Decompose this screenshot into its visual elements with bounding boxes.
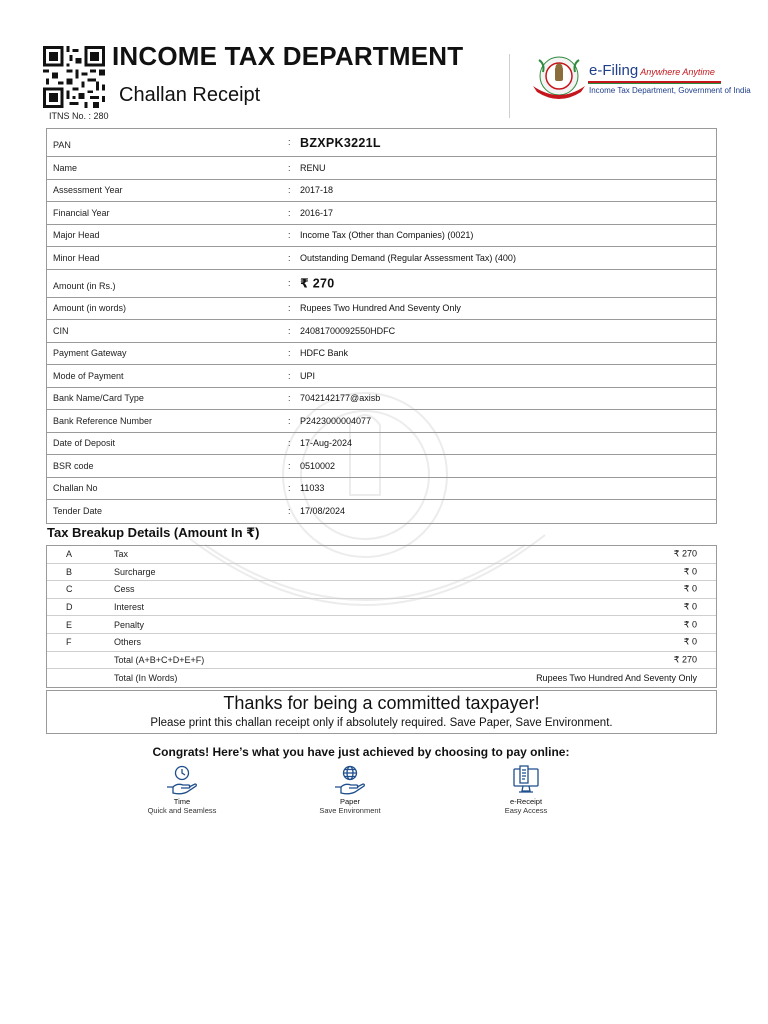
- detail-label: Assessment Year: [53, 185, 123, 196]
- detail-separator: :: [288, 438, 291, 449]
- breakup-amount: ₹ 0: [683, 583, 697, 594]
- detail-value: Outstanding Demand (Regular Assessment Tax) (400): [300, 252, 516, 263]
- detail-label: Minor Head: [53, 252, 100, 263]
- detail-row: [47, 270, 716, 298]
- breakup-row: [47, 546, 716, 564]
- detail-row: [47, 320, 716, 343]
- receipt-header: [0, 0, 768, 128]
- breakup-code: B: [66, 566, 73, 577]
- benefit-title: Time: [173, 797, 191, 806]
- breakup-name: Tax: [114, 549, 129, 560]
- detail-separator: :: [288, 483, 291, 494]
- detail-value: 17/08/2024: [300, 506, 346, 517]
- detail-separator: :: [288, 506, 291, 517]
- globe-hand-icon: [333, 765, 367, 795]
- detail-separator: :: [288, 370, 291, 381]
- detail-value: 24081700092550HDFC: [300, 325, 396, 336]
- detail-separator: :: [288, 252, 291, 263]
- detail-label: Amount (in Rs.): [53, 280, 116, 291]
- detail-separator: :: [288, 325, 291, 336]
- detail-label: Financial Year: [53, 207, 110, 218]
- thanks-heading: Thanks for being a committed taxpayer!: [223, 693, 540, 713]
- detail-separator: :: [288, 137, 291, 147]
- tax-breakup-table: [46, 545, 717, 688]
- congrats-text: Congrats! Here’s what you have just achieved by choosing to pay online:: [152, 745, 570, 759]
- detail-separator: :: [288, 393, 291, 404]
- thanks-box: [46, 690, 717, 734]
- efiling-wordmark: e-Filing Anywhere Anytime: [589, 62, 715, 79]
- breakup-name: Penalty: [114, 619, 145, 630]
- breakup-row: [47, 616, 716, 634]
- challan-details-table: [46, 128, 717, 524]
- detail-label: Name: [53, 162, 78, 173]
- detail-row: [47, 410, 716, 433]
- detail-label: Date of Deposit: [53, 438, 116, 449]
- detail-value: P2423000004077: [300, 415, 372, 426]
- benefit-time: [122, 765, 242, 815]
- detail-separator: :: [288, 303, 291, 314]
- breakup-name: Interest: [114, 602, 145, 613]
- emblem-icon: [531, 56, 587, 104]
- detail-separator: :: [288, 460, 291, 471]
- header-divider: [509, 54, 510, 118]
- detail-row: [47, 247, 716, 270]
- detail-row: [47, 478, 716, 501]
- breakup-row: [47, 581, 716, 599]
- breakup-code: E: [66, 619, 73, 630]
- detail-label: Challan No: [53, 483, 98, 494]
- detail-row: [47, 500, 716, 523]
- detail-separator: :: [288, 230, 291, 241]
- breakup-row: [47, 634, 716, 652]
- detail-label: PAN: [53, 140, 71, 150]
- breakup-code: D: [66, 602, 73, 613]
- detail-label: Mode of Payment: [53, 370, 124, 381]
- detail-separator: :: [288, 162, 291, 173]
- benefit-paper: [290, 765, 410, 815]
- breakup-code: C: [66, 584, 73, 595]
- breakup-amount: ₹ 270: [673, 548, 697, 559]
- detail-label: CIN: [53, 325, 69, 336]
- detail-label: BSR code: [53, 460, 94, 471]
- detail-value: BZXPK3221L: [300, 135, 381, 150]
- detail-label: Amount (in words): [53, 303, 127, 314]
- benefit-subtitle: Easy Access: [504, 806, 548, 815]
- detail-row: [47, 225, 716, 248]
- itns-number: ITNS No. : 280: [49, 111, 109, 121]
- detail-value: RENU: [300, 162, 326, 173]
- breakup-amount: ₹ 0: [683, 636, 697, 647]
- logo-green-line: [588, 83, 721, 84]
- detail-label: Payment Gateway: [53, 348, 127, 359]
- breakup-row: [47, 652, 716, 670]
- benefit-title: Paper: [339, 797, 360, 806]
- detail-row: [47, 388, 716, 411]
- detail-separator: :: [288, 185, 291, 196]
- efiling-tagline: Anywhere Anytime: [640, 67, 715, 77]
- breakup-amount: Rupees Two Hundred And Seventy Only: [536, 672, 697, 683]
- breakup-code: A: [66, 549, 73, 560]
- detail-row: [47, 433, 716, 456]
- detail-row: [47, 157, 716, 180]
- detail-label: Bank Reference Number: [53, 415, 153, 426]
- receipt-title: Challan Receipt: [119, 84, 261, 106]
- detail-label: Tender Date: [53, 506, 103, 517]
- detail-row: [47, 202, 716, 225]
- breakup-name: Others: [114, 637, 142, 648]
- department-title: INCOME TAX DEPARTMENT: [112, 41, 464, 71]
- efiling-logo: [531, 56, 751, 104]
- breakup-name: Cess: [114, 584, 135, 595]
- detail-row: [47, 455, 716, 478]
- detail-value: HDFC Bank: [300, 348, 349, 359]
- detail-value: Income Tax (Other than Companies) (0021): [300, 230, 474, 241]
- breakup-code: F: [66, 637, 72, 648]
- breakup-amount: ₹ 0: [683, 566, 697, 577]
- breakup-name: Total (In Words): [114, 672, 178, 683]
- detail-value: 7042142177@axisb: [300, 393, 381, 404]
- detail-separator: :: [288, 348, 291, 359]
- clock-hand-icon: [165, 765, 199, 795]
- detail-separator: :: [288, 415, 291, 426]
- benefit-subtitle: Save Environment: [319, 806, 381, 815]
- breakup-row: [47, 669, 716, 687]
- detail-value: 0510002: [300, 460, 336, 471]
- detail-row: [47, 365, 716, 388]
- detail-value: UPI: [300, 370, 316, 381]
- detail-value: 2017-18: [300, 185, 334, 196]
- breakup-amount: ₹ 0: [683, 619, 697, 630]
- detail-separator: :: [288, 207, 291, 218]
- detail-value: 2016-17: [300, 207, 334, 218]
- print-note: Please print this challan receipt only if absolutely required. Save Paper, Save Environment.: [150, 717, 613, 729]
- detail-label: Bank Name/Card Type: [53, 393, 144, 404]
- detail-row: [47, 298, 716, 321]
- benefit-subtitle: Quick and Seamless: [147, 806, 217, 815]
- benefit-ereceipt: [466, 765, 586, 815]
- detail-label: Major Head: [53, 230, 100, 241]
- breakup-name: Total (A+B+C+D+E+F): [114, 654, 205, 665]
- breakup-amount: ₹ 270: [673, 654, 697, 665]
- detail-value: ₹ 270: [300, 276, 335, 291]
- receipt-monitor-icon: [509, 765, 543, 795]
- detail-value: 11033: [300, 483, 325, 494]
- logo-subtitle: Income Tax Department, Government of India: [589, 86, 751, 95]
- detail-row: [47, 180, 716, 203]
- detail-value: Rupees Two Hundred And Seventy Only: [300, 303, 461, 314]
- breakup-row: [47, 564, 716, 582]
- tax-breakup-title: Tax Breakup Details (Amount In ₹): [47, 525, 260, 540]
- detail-row: [47, 129, 716, 157]
- breakup-amount: ₹ 0: [683, 601, 697, 612]
- detail-value: 17-Aug-2024: [300, 438, 353, 449]
- detail-row: [47, 343, 716, 366]
- breakup-row: [47, 599, 716, 617]
- detail-separator: :: [288, 277, 291, 288]
- breakup-name: Surcharge: [114, 566, 156, 577]
- benefit-title: e-Receipt: [509, 797, 543, 806]
- qr-code-icon: [43, 46, 105, 108]
